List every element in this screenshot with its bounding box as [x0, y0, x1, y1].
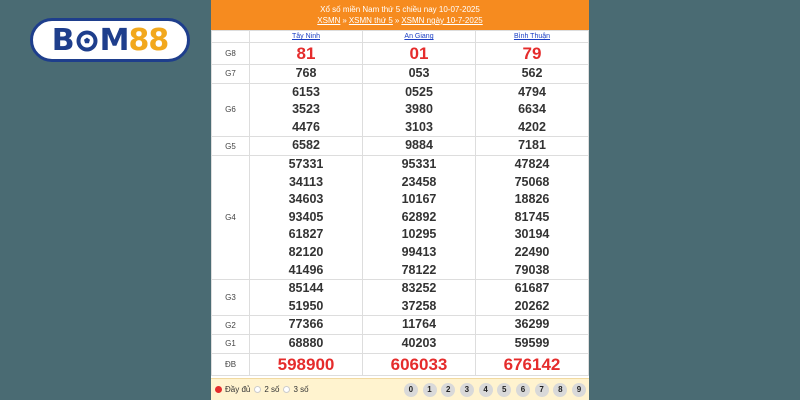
prize-number: 83252	[401, 281, 437, 296]
prize-cell	[363, 83, 476, 137]
logo-number: 88	[128, 22, 169, 58]
logo-letter-b: B	[51, 22, 74, 58]
province-header	[250, 31, 363, 43]
prize-cell	[476, 316, 589, 335]
prize-cell	[363, 137, 476, 156]
result-header	[211, 0, 589, 30]
prize-number: 34603	[288, 192, 324, 207]
prize-number: 47824	[514, 156, 550, 171]
prize-number: 85144	[288, 281, 324, 296]
prize-cell	[476, 155, 589, 279]
province-link-binh-thuan[interactable]: Bình Thuận	[513, 33, 551, 40]
digit-button[interactable]: 7	[535, 383, 549, 397]
prize-number: 01	[409, 44, 429, 63]
prize-cell	[363, 353, 476, 375]
lottery-result-panel	[211, 0, 589, 400]
prize-row	[212, 83, 589, 137]
display-mode-options	[211, 385, 309, 394]
prize-row	[212, 316, 589, 335]
prize-number: 10167	[401, 192, 437, 207]
prize-number: 77366	[288, 317, 324, 332]
prize-number: 62892	[401, 209, 437, 224]
prize-number: 3523	[292, 102, 320, 117]
prize-cell	[250, 280, 363, 316]
prize-cell	[363, 43, 476, 65]
province-link-tay-ninh[interactable]: Tây Ninh	[291, 33, 320, 40]
prize-cell	[476, 65, 589, 84]
digit-button[interactable]: 2	[441, 383, 455, 397]
prize-number: 606033	[390, 354, 448, 374]
prize-cell	[363, 316, 476, 335]
prize-cell	[250, 65, 363, 84]
prize-row	[212, 43, 589, 65]
prize-number: 81745	[514, 209, 550, 224]
prize-label: G6	[212, 83, 250, 137]
prize-number: 79	[522, 44, 542, 63]
prize-cell	[250, 316, 363, 335]
prize-number: 4202	[518, 119, 546, 134]
breadcrumb-separator: »	[394, 16, 400, 25]
prize-row	[212, 65, 589, 84]
prize-cell	[476, 280, 589, 316]
prize-cell	[476, 137, 589, 156]
prize-number: 7181	[518, 138, 546, 153]
prize-number: 053	[408, 66, 430, 80]
prize-number: 61687	[514, 281, 550, 296]
prize-cell	[363, 280, 476, 316]
prize-cell	[250, 43, 363, 65]
digit-button[interactable]: 4	[479, 383, 493, 397]
prize-number: 95331	[401, 156, 437, 171]
prize-number: 34113	[288, 174, 324, 189]
prize-number: 18826	[514, 192, 550, 207]
prize-number: 36299	[514, 317, 550, 332]
display-option[interactable]	[254, 385, 279, 394]
prize-cell	[250, 353, 363, 375]
prize-number: 768	[295, 66, 317, 80]
prize-number: 3103	[405, 119, 433, 134]
province-header-row	[212, 31, 589, 43]
breadcrumb-link-xsmn-date[interactable]: XSMN ngày 10-7-2025	[401, 16, 483, 25]
province-header	[476, 31, 589, 43]
prize-cell	[363, 334, 476, 353]
prize-number: 40203	[401, 335, 437, 350]
prize-number: 598900	[277, 354, 335, 374]
radio-icon[interactable]	[254, 386, 261, 393]
prize-number: 676142	[503, 354, 561, 374]
breadcrumb-separator: »	[342, 16, 347, 25]
prize-number: 93405	[288, 209, 324, 224]
prize-row	[212, 137, 589, 156]
digit-button[interactable]: 6	[516, 383, 530, 397]
prize-number: 99413	[401, 244, 437, 259]
prize-number: 79038	[514, 262, 550, 277]
prize-label: G8	[212, 43, 250, 65]
prize-number: 9884	[405, 138, 433, 153]
prize-label: G2	[212, 316, 250, 335]
breadcrumb	[211, 15, 589, 26]
result-table	[211, 30, 589, 376]
prize-number: 78122	[401, 262, 437, 277]
province-header	[363, 31, 476, 43]
prize-label: G5	[212, 137, 250, 156]
prize-number: 51950	[288, 298, 324, 313]
prize-cell	[476, 334, 589, 353]
digit-filter	[399, 383, 586, 397]
prize-number: 6153	[292, 84, 320, 99]
digit-button[interactable]: 1	[423, 383, 437, 397]
prize-number: 10295	[401, 227, 437, 242]
breadcrumb-link-xsmn[interactable]: XSMN	[317, 16, 341, 25]
prize-number: 6634	[518, 102, 546, 117]
prize-row	[212, 155, 589, 279]
prize-label: G3	[212, 280, 250, 316]
prize-row	[212, 280, 589, 316]
digit-button[interactable]: 9	[572, 383, 586, 397]
logo-letter-m: M	[99, 22, 129, 58]
digit-button[interactable]: 0	[404, 383, 418, 397]
digit-button[interactable]: 8	[553, 383, 567, 397]
breadcrumb-link-xsmn-thu-5[interactable]: XSMN thứ 5	[348, 16, 393, 25]
corner-cell	[212, 31, 250, 43]
display-option[interactable]	[215, 385, 250, 394]
prize-number: 41496	[288, 262, 324, 277]
display-options-bar	[211, 378, 589, 400]
prize-number: 82120	[288, 244, 324, 259]
result-title: Xổ số miền Nam thứ 5 chiều nay 10-07-2025	[320, 5, 480, 14]
display-option-label: 2 số	[264, 385, 280, 394]
prize-label: G7	[212, 65, 250, 84]
prize-label: G4	[212, 155, 250, 279]
digit-button[interactable]: 3	[460, 383, 474, 397]
prize-cell	[363, 155, 476, 279]
display-option-label: 3 số	[293, 385, 309, 394]
prize-number: 11764	[401, 317, 437, 332]
prize-cell	[476, 43, 589, 65]
prize-number: 61827	[288, 227, 324, 242]
prize-number: 4476	[292, 119, 320, 134]
radio-icon[interactable]	[215, 386, 222, 393]
prize-number: 3980	[405, 102, 433, 117]
prize-label: G1	[212, 334, 250, 353]
digit-button[interactable]: 5	[497, 383, 511, 397]
prize-cell	[363, 65, 476, 84]
prize-number: 20262	[514, 298, 550, 313]
prize-cell	[476, 353, 589, 375]
prize-cell	[250, 83, 363, 137]
display-option-label: Đầy đủ	[225, 385, 251, 394]
prize-cell	[476, 83, 589, 137]
prize-number: 562	[521, 66, 543, 80]
prize-number: 57331	[288, 156, 324, 171]
prize-number: 81	[296, 44, 316, 63]
prize-cell	[250, 334, 363, 353]
prize-number: 4794	[518, 84, 546, 99]
prize-number: 30194	[514, 227, 550, 242]
prize-number: 75068	[514, 174, 550, 189]
province-link-an-giang[interactable]: An Giang	[404, 33, 434, 40]
prize-cell	[250, 137, 363, 156]
logo-letter-o-soccer-ball-icon	[74, 23, 100, 58]
prize-number: 6582	[292, 138, 320, 153]
prize-number: 37258	[401, 298, 437, 313]
prize-label: ĐB	[212, 353, 250, 375]
prize-number: 22490	[514, 244, 550, 259]
bom88-logo[interactable]	[30, 18, 190, 62]
prize-number: 68880	[288, 335, 324, 350]
prize-row	[212, 334, 589, 353]
radio-icon[interactable]	[283, 386, 290, 393]
prize-number: 0525	[405, 84, 433, 99]
prize-cell	[250, 155, 363, 279]
display-option[interactable]	[283, 385, 308, 394]
prize-number: 23458	[401, 174, 437, 189]
prize-row	[212, 353, 589, 375]
prize-number: 59599	[514, 335, 550, 350]
